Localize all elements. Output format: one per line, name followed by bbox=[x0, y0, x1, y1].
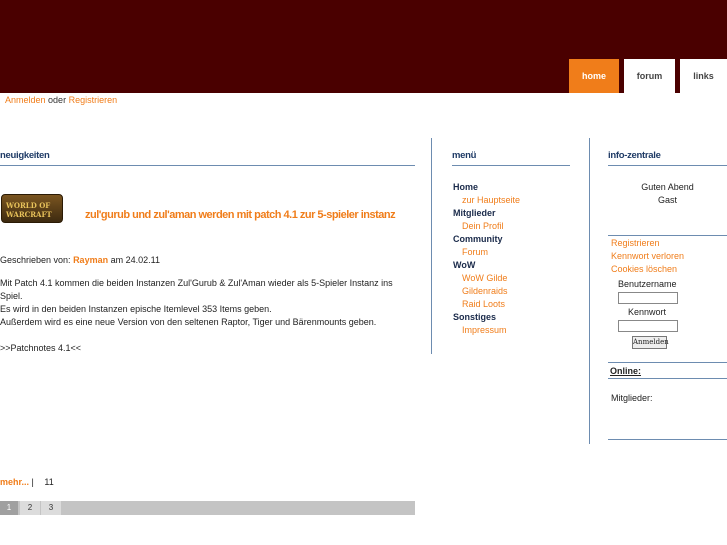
more-row: mehr... | 11 bbox=[0, 477, 54, 487]
login-line bbox=[5, 95, 117, 105]
menu-home-link[interactable]: zur Hauptseite bbox=[462, 195, 521, 205]
menu-raids[interactable]: Gildenraids bbox=[462, 286, 508, 296]
info-heading: info-zentrale bbox=[608, 150, 661, 161]
menu-guild[interactable]: WoW Gilde bbox=[462, 273, 508, 283]
info-line-3 bbox=[608, 378, 727, 379]
menu-divider-left bbox=[431, 138, 432, 354]
nav-home[interactable]: home bbox=[569, 59, 619, 93]
comment-count: 11 bbox=[44, 477, 54, 487]
password-label: Kennwort bbox=[628, 307, 667, 317]
news-body: Mit Patch 4.1 kommen die beiden Instanzen Zul'Gurub & Zul'Aman wieder als 5-Spieler Instanz ins Spiel. Es wird in den beiden Instanzen epische Itemlevel 353 Items geben. Außerdem wird es eine neue Version von den seltenen Raptor, Tiger und Bärenmounts geben. bbox=[0, 278, 393, 327]
login-link[interactable]: Anmelden bbox=[5, 95, 46, 105]
login-button[interactable]: Anmelden bbox=[632, 336, 667, 349]
guest-name: Gast bbox=[657, 195, 677, 205]
info-line-1 bbox=[608, 235, 727, 236]
menu-misc[interactable]: Sonstiges bbox=[453, 312, 497, 322]
menu-heading-line bbox=[452, 165, 570, 166]
menu-members[interactable]: Mitglieder bbox=[453, 208, 496, 218]
info-line-2 bbox=[608, 362, 727, 363]
info-divider-left bbox=[589, 138, 590, 444]
password-input[interactable] bbox=[618, 320, 678, 332]
info-cookies-link[interactable]: Cookies löschen bbox=[611, 264, 678, 274]
news-heading: neuigkeiten bbox=[0, 150, 50, 161]
username-input[interactable] bbox=[618, 292, 678, 304]
menu-home[interactable]: Home bbox=[453, 182, 479, 192]
username-label: Benutzername bbox=[618, 279, 677, 289]
nav-forum[interactable]: forum bbox=[624, 59, 675, 93]
wow-logo: WORLD OF WARCRAFT bbox=[1, 194, 63, 223]
info-heading-line bbox=[608, 165, 727, 166]
menu-forum[interactable]: Forum bbox=[462, 247, 489, 257]
menu-loots[interactable]: Raid Loots bbox=[462, 299, 506, 309]
info-register-link[interactable]: Registrieren bbox=[611, 238, 660, 248]
page-3[interactable]: 3 bbox=[41, 501, 61, 515]
page-2[interactable]: 2 bbox=[20, 501, 40, 515]
menu-impressum[interactable]: Impressum bbox=[462, 325, 507, 335]
more-link[interactable]: mehr... bbox=[0, 477, 30, 487]
pagination bbox=[0, 501, 415, 515]
register-link[interactable]: Registrieren bbox=[68, 95, 118, 105]
menu-community[interactable]: Community bbox=[453, 234, 503, 244]
menu-profile[interactable]: Dein Profil bbox=[462, 221, 504, 231]
members-label: Mitglieder: bbox=[611, 393, 653, 403]
author-link[interactable]: Rayman bbox=[73, 255, 109, 265]
online-label: Online: bbox=[610, 366, 641, 376]
nav-links[interactable]: links bbox=[680, 59, 727, 93]
info-line-4 bbox=[608, 439, 727, 440]
patchnotes-link[interactable]: >>Patchnotes 4.1<< bbox=[0, 343, 82, 353]
or-text: oder bbox=[48, 95, 67, 105]
menu-heading: menü bbox=[452, 150, 477, 161]
news-meta: Geschrieben von: Rayman am 24.02.11 bbox=[0, 255, 160, 265]
news-title[interactable]: zul'gurub und zul'aman werden mit patch 4.1 zur 5-spieler instanz bbox=[85, 209, 396, 221]
info-lostpw-link[interactable]: Kennwort verloren bbox=[611, 251, 685, 261]
page-1[interactable]: 1 bbox=[0, 501, 18, 515]
menu-wow[interactable]: WoW bbox=[453, 260, 476, 270]
news-divider bbox=[0, 165, 415, 166]
greeting: Guten Abend bbox=[641, 182, 694, 192]
